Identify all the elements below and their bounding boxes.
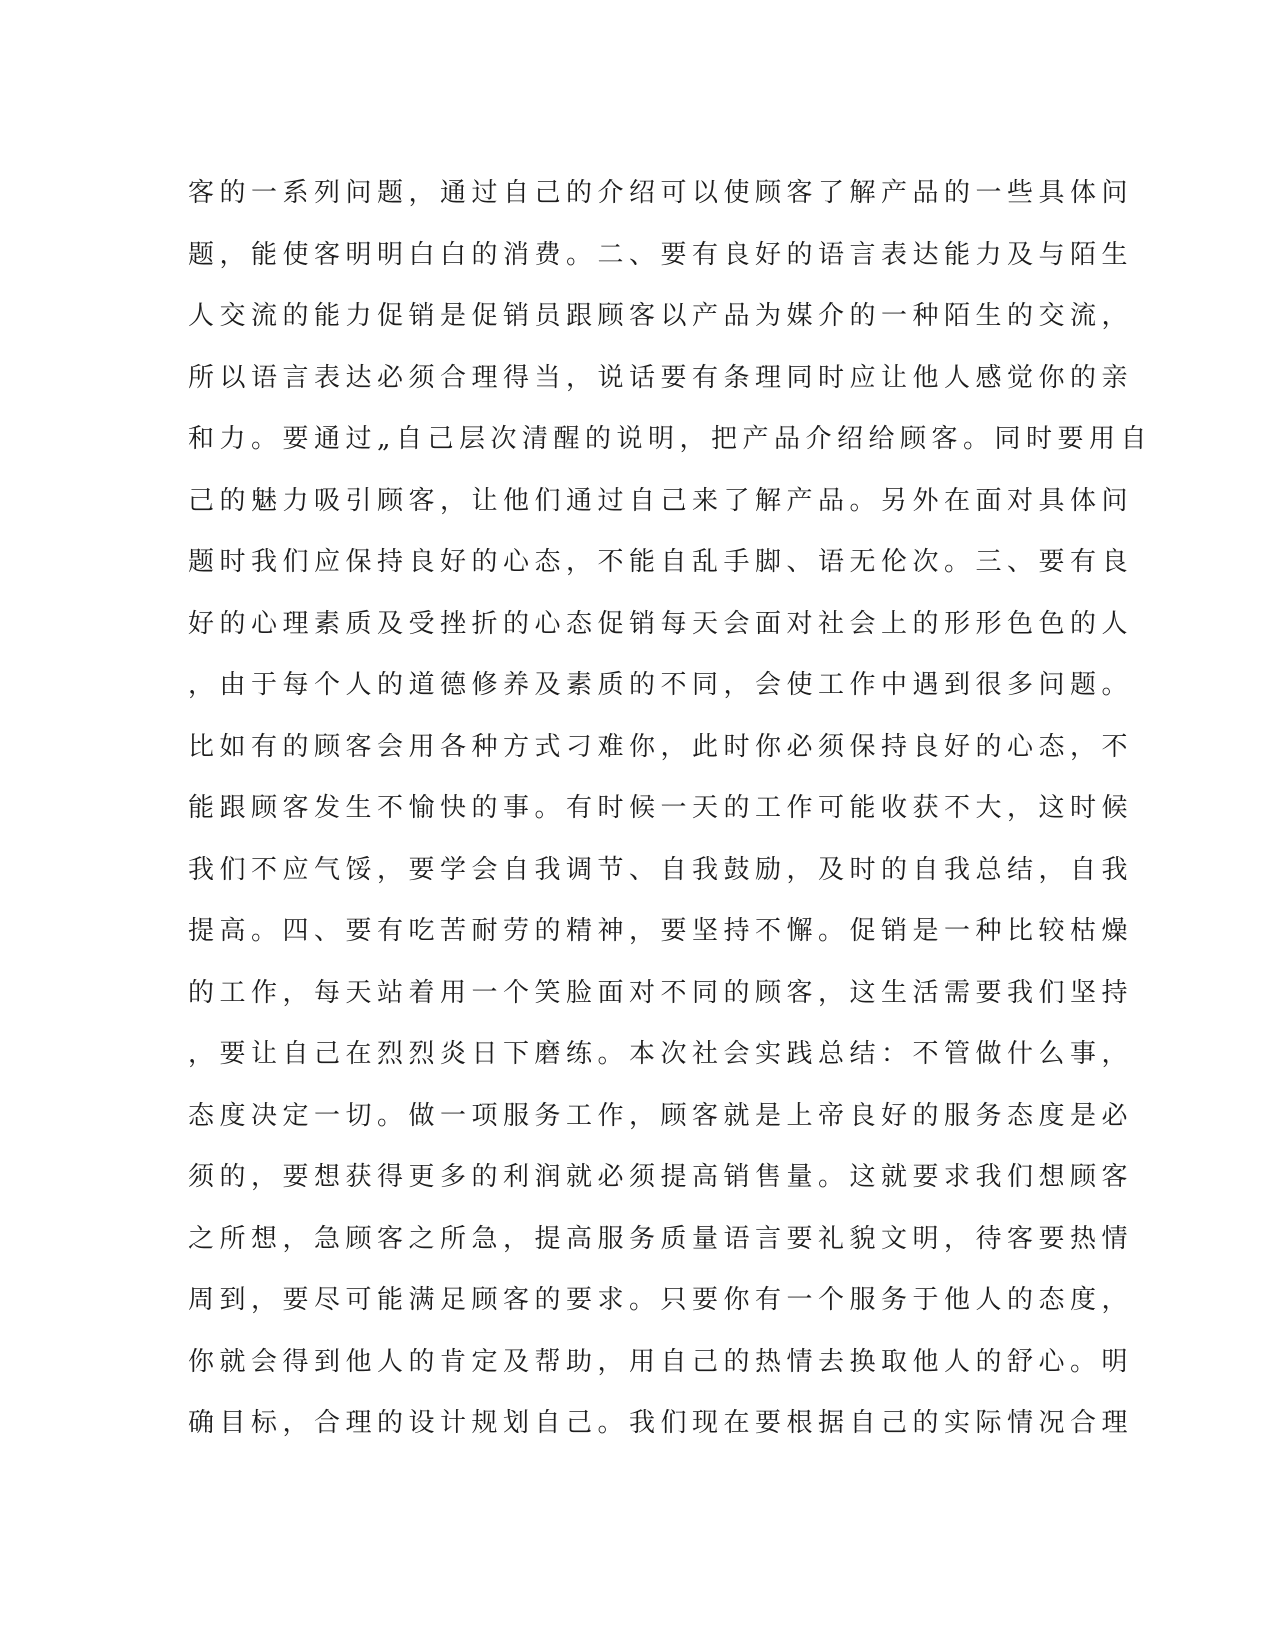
text-line: 比如有的顾客会用各种方式刁难你，此时你必须保持良好的心态，不 bbox=[188, 731, 1134, 762]
text-line: 须的，要想获得更多的利润就必须提高销售量。这就要求我们想顾客 bbox=[188, 1162, 1134, 1192]
text-line: 人交流的能力促销是促销员跟顾客以产品为媒介的一种陌生的交流， bbox=[188, 301, 1134, 331]
text-line: 态度决定一切。做一项服务工作，顾客就是上帝良好的服务态度是必 bbox=[188, 1100, 1134, 1131]
text-line: ，由于每个人的道德修养及素质的不同，会使工作中遇到很多问题。 bbox=[188, 670, 1134, 700]
text-line: 题，能使客明明白白的消费。二、要有良好的语言表达能力及与陌生 bbox=[188, 239, 1134, 270]
text-line: 周到，要尽可能满足顾客的要求。只要你有一个服务于他人的态度， bbox=[188, 1285, 1134, 1315]
text-line: 我们不应气馁，要学会自我调节、自我鼓励，及时的自我总结，自我 bbox=[188, 854, 1134, 885]
text-line: ，要让自己在烈烈炎日下磨练。本次社会实践总结：不管做什么事， bbox=[188, 1039, 1134, 1069]
text-line: 题时我们应保持良好的心态，不能自乱手脚、语无伦次。三、要有良 bbox=[188, 547, 1134, 577]
text-line: 确目标，合理的设计规划自己。我们现在要根据自己的实际情况合理 bbox=[188, 1408, 1134, 1438]
text-line: 的工作，每天站着用一个笑脸面对不同的顾客，这生活需要我们坚持 bbox=[188, 977, 1134, 1008]
text-line: 客的一系列问题，通过自己的介绍可以使顾客了解产品的一些具体问 bbox=[188, 178, 1134, 208]
text-line: 好的心理素质及受挫折的心态促销每天会面对社会上的形形色色的人 bbox=[188, 608, 1134, 639]
text-line: 和力。要通过„自己层次清醒的说明，把产品介绍给顾客。同时要用自 bbox=[188, 424, 1152, 454]
text-line: 能跟顾客发生不愉快的事。有时候一天的工作可能收获不大，这时候 bbox=[188, 793, 1134, 823]
text-line: 你就会得到他人的肯定及帮助，用自己的热情去换取他人的舒心。明 bbox=[188, 1346, 1134, 1377]
text-line: 提高。四、要有吃苦耐劳的精神，要坚持不懈。促销是一种比较枯燥 bbox=[188, 916, 1134, 946]
body-text bbox=[188, 163, 1152, 1455]
text-line: 之所想，急顾客之所急，提高服务质量语言要礼貌文明，待客要热情 bbox=[188, 1223, 1134, 1254]
text-line: 己的魅力吸引顾客，让他们通过自己来了解产品。另外在面对具体问 bbox=[188, 485, 1134, 516]
text-line: 所以语言表达必须合理得当，说话要有条理同时应让他人感觉你的亲 bbox=[188, 362, 1134, 393]
